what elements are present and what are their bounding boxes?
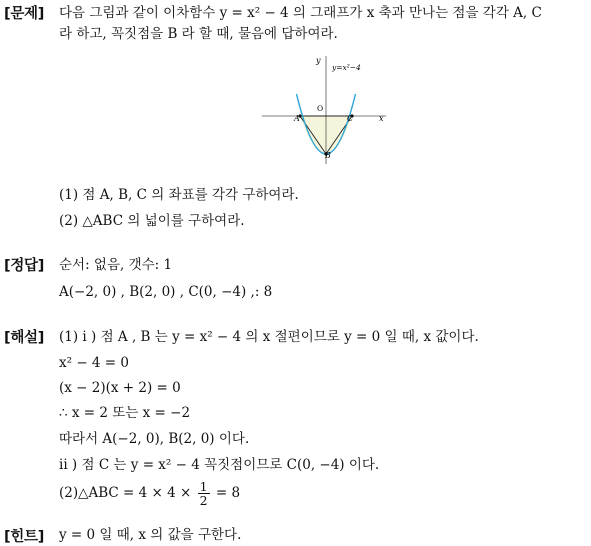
answer-line-2: A(−2, 0) , B(2, 0) , C(0, −4) ,: 8 (59, 284, 273, 300)
problem-tag: [문제] (4, 6, 45, 22)
question-1: (1) 점 A, B, C 의 좌표를 각각 구하여라. (59, 187, 299, 203)
y-axis-label: y (316, 56, 321, 65)
problem-text-line-2: 라 하고, 꼭짓점을 B 라 할 때, 물음에 답하여라. (59, 26, 338, 42)
solution-line-3: (x − 2)(x + 2) = 0 (59, 380, 181, 396)
solution-line-5: 따라서 A(−2, 0), B(2, 0) 이다. (59, 431, 250, 447)
solution-line-1: (1) i ) 점 A , B 는 y = x² − 4 의 x 절편이므로 y = 0 일 때, x 값이다. (59, 329, 479, 345)
fraction-one-half (198, 480, 210, 507)
function-label: y=x²−4 (332, 63, 361, 72)
fraction-numerator: 1 (199, 479, 208, 494)
solution-line-6: ii ) 점 C 는 y = x² − 4 꼭짓점이므로 C(0, −4) 이다. (59, 457, 380, 473)
problem-text-line-1: 다음 그림과 같이 이차함수 y = x² − 4 의 그래프가 x 축과 만나는 점을 각각 A, C (59, 5, 542, 21)
hint-tag: [힌트] (4, 529, 45, 545)
solution-line-2: x² − 4 = 0 (59, 355, 129, 371)
fraction-denominator: 2 (199, 493, 208, 508)
point-c-label: C (347, 114, 354, 123)
hint-line: y = 0 일 때, x 의 값을 구한다. (59, 527, 242, 543)
origin-label: O (317, 104, 324, 113)
point-b-label: B (325, 151, 331, 160)
solution-line-4: ∴ x = 2 또는 x = −2 (59, 405, 191, 421)
parabola-graph (262, 54, 392, 166)
answer-tag: [정답] (4, 258, 45, 274)
point-a-label: A (294, 114, 300, 123)
question-2: (2) △ABC 의 넓이를 구하여라. (59, 213, 245, 229)
solution-tag: [해설] (4, 330, 45, 346)
area-formula-left: (2)△ABC = 4 × 4 × (59, 485, 192, 501)
area-formula-right: = 8 (215, 485, 241, 501)
answer-line-1: 순서: 없음, 갯수: 1 (59, 257, 173, 273)
x-axis-label: x (379, 114, 384, 123)
solution-line-7 (59, 478, 240, 508)
